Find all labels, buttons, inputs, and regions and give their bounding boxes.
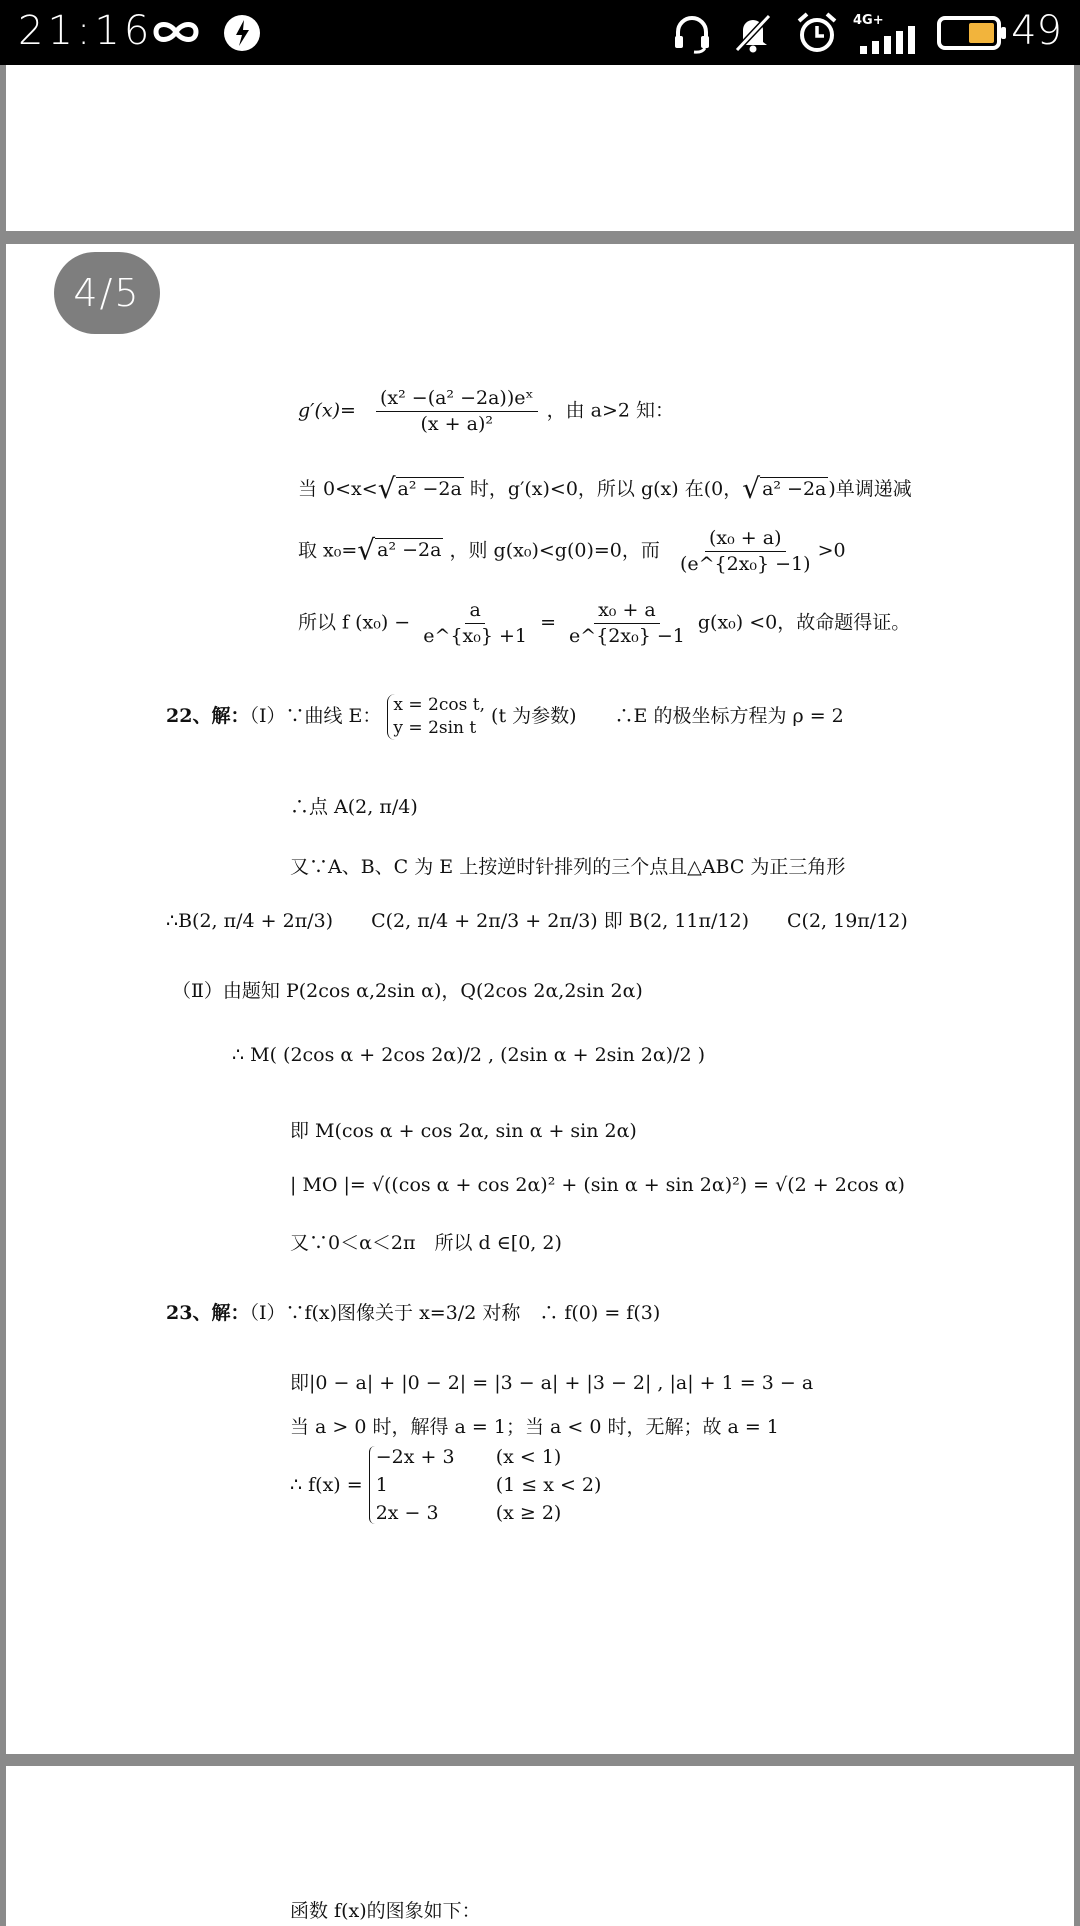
- question-22-part1: 22、解：（Ⅰ）∵曲线 E： x = 2cos t, y = 2sin t (t 为参数) ∴E 的极坐标方程为 ρ = 2: [166, 695, 844, 738]
- infinity-icon: [150, 18, 202, 46]
- document-page-next: [6, 1766, 1074, 1926]
- question-23-label: 23、解：: [166, 1302, 250, 1324]
- q23-abs-eq: 即|0 − a| + |0 − 2| = |3 − a| + |3 − 2| , |a| + 1 = 3 − a: [290, 1372, 814, 1394]
- document-page-previous: [6, 65, 1074, 231]
- alarm-icon: [795, 11, 839, 55]
- q22-part2: （Ⅱ）由题知 P(2cos α,2sin α)，Q(2cos 2α,2sin 2α): [172, 980, 643, 1002]
- battery-icon: [937, 16, 1007, 50]
- network-type: 4G+: [853, 13, 884, 28]
- formula-line-3: 取 x₀=√ a² −2a ，则 g(x₀)<g(0)=0，而 $\frac{\text{(x₀ + a)}}{\text{(e\textasciicircum{}\{2x₀\} −1)}}$ >0: [298, 527, 846, 575]
- formula-line-4: 所以 f (x₀) − $\frac{a}{\text{e\textasciicircum{}\{x₀\} +1}}$ = $\frac{\text{x₀ + a}}{\text{e\textasciicircum{}\{2x₀\} −1}}$ g(x₀) <0，故命题得证。: [298, 599, 911, 647]
- battery-level: 49: [1011, 8, 1062, 54]
- q22-triangle-line: 又∵A、B、C 为 E 上按逆时针排列的三个点且△ABC 为正三角形: [290, 856, 846, 878]
- status-bar: [0, 0, 1080, 65]
- p3-text: 函数 f(x)的图象如下：: [290, 1900, 481, 1922]
- q22-midpoint: ∴ M( (2cos α + 2cos 2α)/2 , (2sin α + 2sin 2α)/2 ): [232, 1044, 706, 1066]
- q23-solution: 当 a > 0 时，解得 a = 1；当 a < 0 时，无解；故 a = 1: [290, 1416, 779, 1438]
- q22-m-simplified: 即 M(cos α + cos 2α, sin α + sin 2α): [290, 1120, 637, 1142]
- question-23-part1: 23、解：（Ⅰ）∵f(x)图像关于 x=3/2 对称 ∴ f(0) = f(3): [166, 1302, 661, 1324]
- mute-icon: [733, 12, 773, 54]
- q22-range: 又∵0＜α＜2π 所以 d ∈[0, 2): [290, 1232, 562, 1254]
- app-icon: [222, 13, 262, 53]
- headset-icon: [672, 12, 712, 54]
- formula-line-1: g′(x)= $\frac{\text{(x² −(a² −2a))eˣ}}{\text{(x + a)²}}$ ，由 a>2 知：: [298, 387, 675, 435]
- signal-icon: [860, 26, 916, 54]
- question-22-label: 22、解：: [166, 704, 250, 727]
- page-indicator[interactable]: 4/5: [54, 252, 160, 334]
- q22-mo-distance: | MO |= √((cos α + cos 2α)² + (sin α + sin 2α)²) = √(2 + 2cos α): [290, 1174, 905, 1196]
- q22-point-a: ∴点 A(2, π/4): [290, 796, 418, 818]
- formula-line-2: 当 0<x<√ a² −2a 时，g′(x)<0，所以 g(x) 在(0，√ a² −2a )单调递减: [298, 472, 912, 505]
- q23-piecewise: ∴ f(x) = −2x + 3 (x < 1) 1 (1 ≤ x < 2) 2x − 3 (x ≥ 2): [290, 1446, 606, 1524]
- q22-points-bc: ∴B(2, π/4 + 2π/3) C(2, π/4 + 2π/3 + 2π/3) 即 B(2, 11π/12) C(2, 19π/12): [166, 910, 908, 932]
- status-time: 21:16: [18, 8, 154, 54]
